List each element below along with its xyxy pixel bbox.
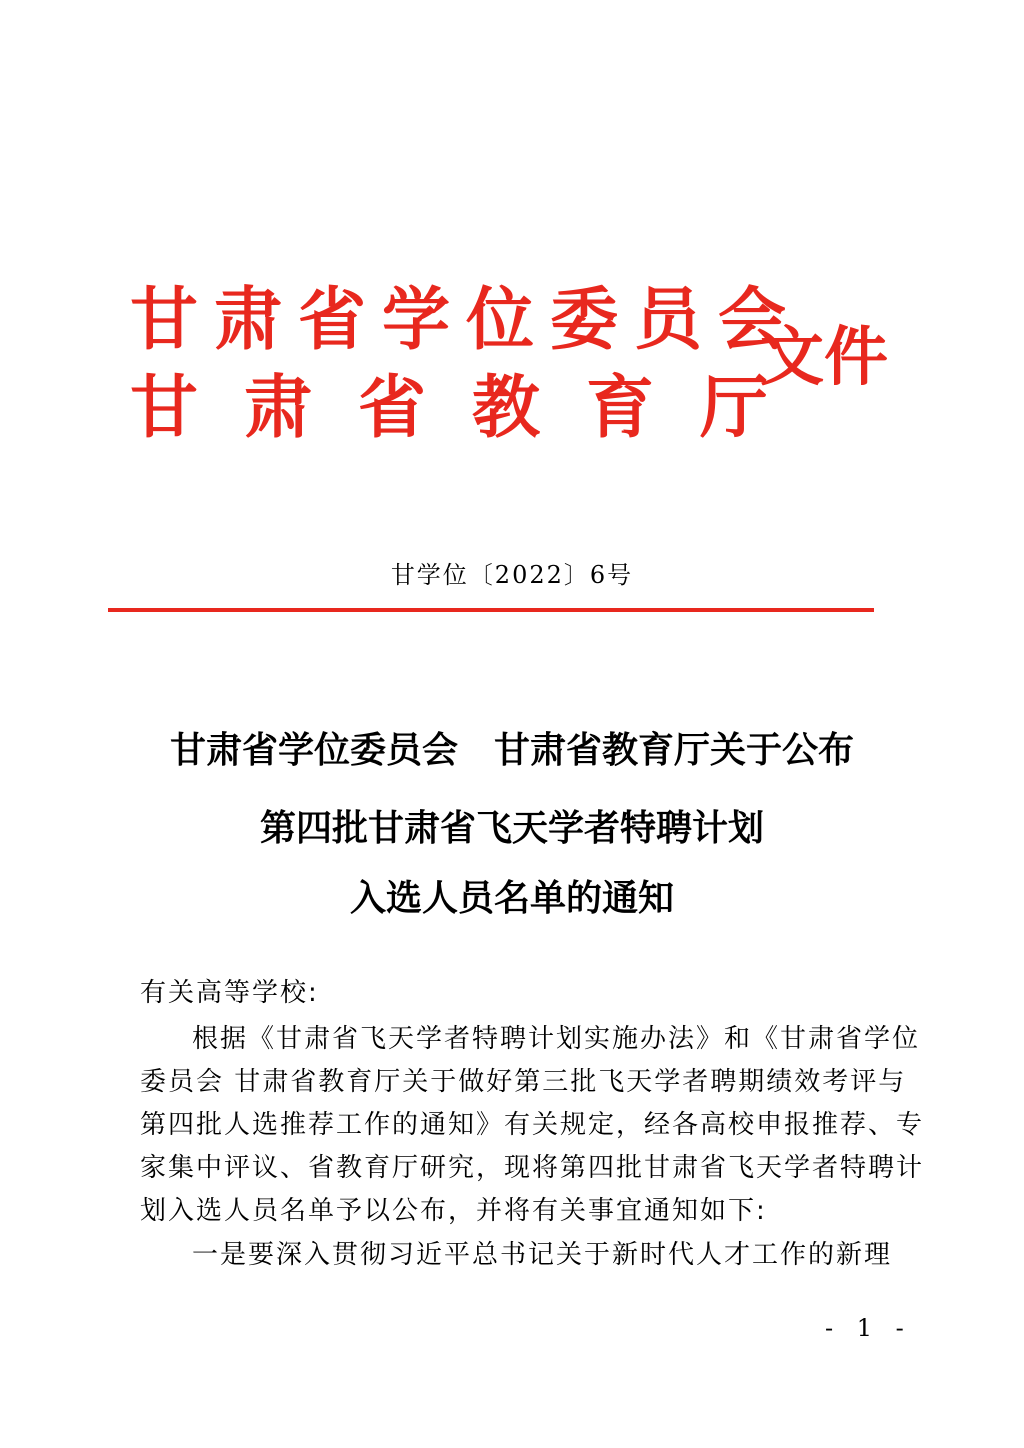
header-divider bbox=[108, 608, 874, 612]
paragraph-1-line: 划入选人员名单予以公布，并将有关事宜通知如下: bbox=[140, 1196, 767, 1226]
paragraph-2: 一是要深入贯彻习近平总书记关于新时代人才工作的新理 bbox=[192, 1240, 893, 1270]
paragraph-1-line: 根据《甘肃省飞天学者特聘计划实施办法》和《甘肃省学位 bbox=[192, 1024, 921, 1054]
salutation: 有关高等学校: bbox=[140, 978, 319, 1008]
paragraph-1 bbox=[140, 1018, 925, 1233]
title-line-2: 第四批甘肃省飞天学者特聘计划 bbox=[259, 807, 764, 849]
page-number: - 1 - bbox=[825, 1314, 912, 1342]
document-type-label: 文件 bbox=[760, 320, 888, 395]
title-line-1: 甘肃省学位委员会 甘肃省教育厅关于公布 bbox=[169, 729, 854, 771]
title-line-3: 入选人员名单的通知 bbox=[349, 877, 674, 919]
paragraph-1-line: 第四批人选推荐工作的通知》有关规定，经各高校申报推荐、专 bbox=[140, 1110, 925, 1140]
issuer-name-1: 甘肃省学位委员会 bbox=[130, 280, 803, 360]
issuer-name-2: 甘肃省教育厅 bbox=[130, 368, 815, 448]
document-number: 甘学位〔2022〕6号 bbox=[390, 561, 634, 589]
document-header bbox=[130, 280, 890, 450]
paragraph-1-line: 家集中评议、省教育厅研究，现将第四批甘肃省飞天学者特聘计 bbox=[140, 1153, 925, 1183]
paragraph-1-line: 委员会 甘肃省教育厅关于做好第三批飞天学者聘期绩效考评与 bbox=[140, 1067, 907, 1097]
